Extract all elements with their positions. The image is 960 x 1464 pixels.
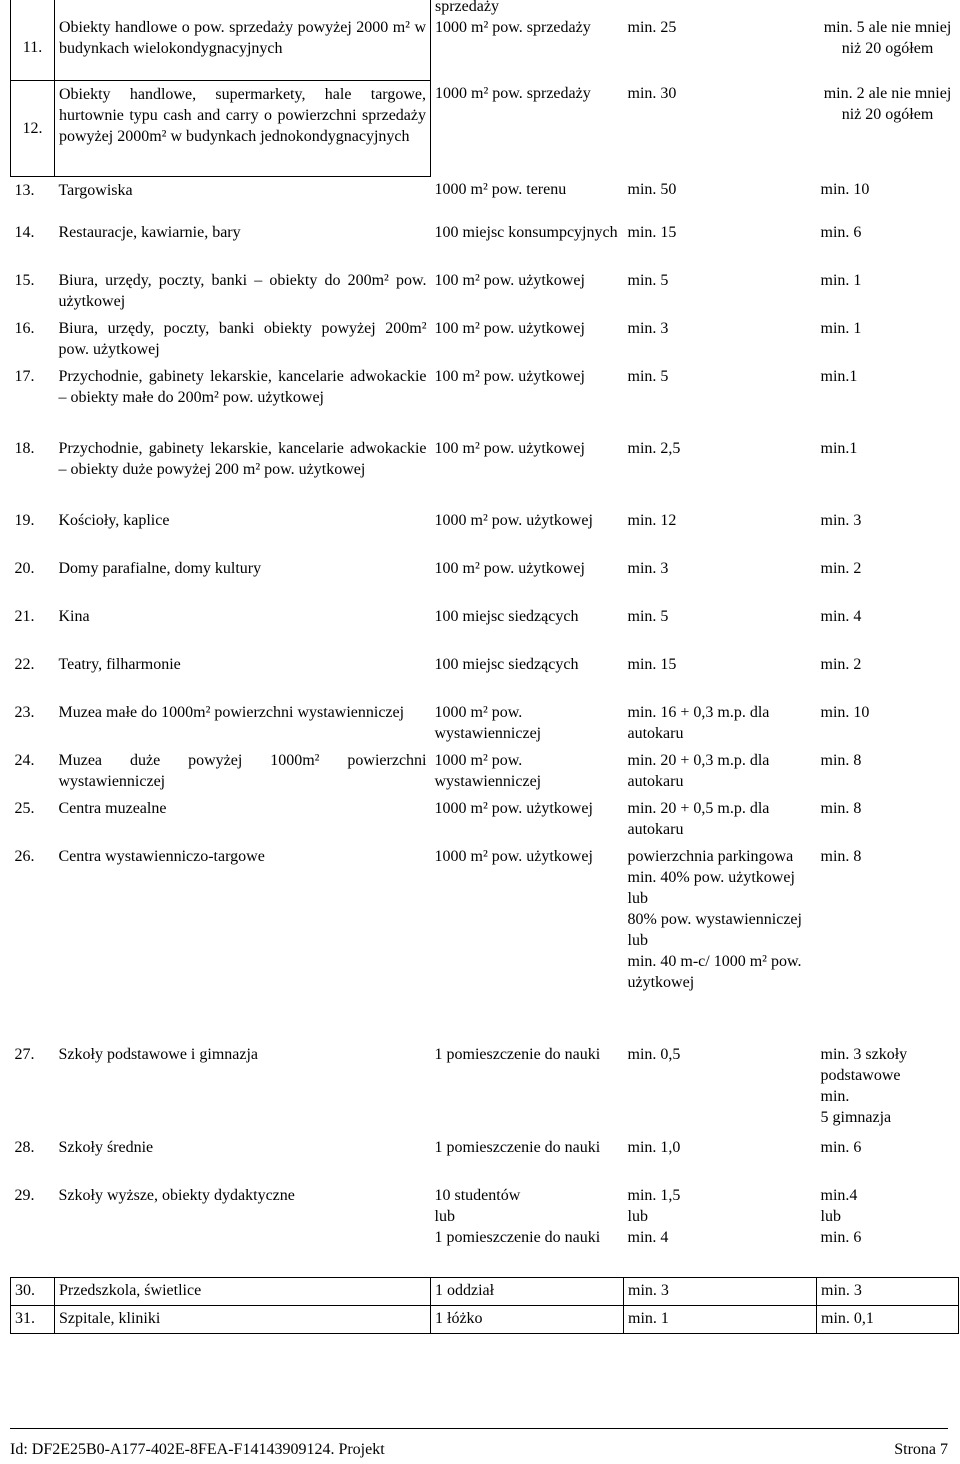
reference-unit: 100 m² pow. użytkowej (434, 560, 585, 577)
row-number: 31. (11, 1305, 55, 1333)
parking-norms-table (10, 0, 959, 1334)
object-type: Centra muzealne (58, 800, 167, 817)
reference-unit: 100 miejsc siedzących (434, 608, 579, 625)
row-number: 15. (14, 272, 35, 289)
parking-min-a: min. 12 (627, 512, 677, 529)
parking-min-a: min. 2,5 (627, 440, 681, 457)
parking-min-a: min. 20 + 0,3 m.p. dla autokaru (627, 752, 770, 790)
page-number: Strona 7 (894, 1441, 948, 1458)
parking-min-a: min. 0,5 (627, 1046, 681, 1063)
reference-unit: 1 łóżko (431, 1305, 624, 1333)
parking-min-b: min. 6 (820, 224, 862, 241)
object-type: Muzea małe do 1000m² powierzchni wystawienniczej (58, 704, 405, 721)
parking-min-b: min.4 lub min. 6 (820, 1187, 862, 1246)
parking-min-b: min. 8 (820, 752, 862, 769)
table-row (11, 315, 959, 363)
parking-min-b: min. 0,1 (817, 1305, 959, 1333)
row-number: 14. (14, 224, 35, 241)
object-type: Przychodnie, gabinety lekarskie, kancelarie adwokackie – obiekty duże powyżej 200 m² pow. użytkowej (58, 440, 427, 478)
reference-unit: 100 miejsc konsumpcyjnych (434, 224, 618, 241)
parking-min-a: min. 1,0 (627, 1139, 681, 1156)
row-number: 23. (14, 704, 35, 721)
table-row (11, 267, 959, 315)
table-row (11, 176, 959, 219)
parking-min-b: min. 2 (820, 656, 862, 673)
reference-unit: 1000 m² pow. sprzedaży (435, 19, 591, 36)
object-type: Szkoły wyższe, obiekty dydaktyczne (58, 1187, 295, 1204)
reference-unit: 1000 m² pow. użytkowej (434, 800, 593, 817)
parking-min-a: min. 20 + 0,5 m.p. dla autokaru (627, 800, 770, 838)
row-number: 30. (11, 1277, 55, 1305)
row-number: 16. (14, 320, 35, 337)
parking-min-a: powierzchnia parkingowa min. 40% pow. użytkowej lub 80% pow. wystawienniczej lub min. 40 m-c/ 1000 m² pow. użytkowej (627, 848, 802, 991)
object-type: Przychodnie, gabinety lekarskie, kancelarie adwokackie – obiekty małe do 200m² pow. użytkowej (58, 368, 427, 406)
table-row (11, 651, 959, 699)
table-row (11, 1305, 959, 1333)
parking-min-b: min. 2 ale nie mniej niż 20 ogółem (823, 85, 952, 123)
parking-min-a: min. 1 (624, 1305, 817, 1333)
reference-unit: 1000 m² pow. użytkowej (434, 512, 593, 529)
header-fragment-row (11, 0, 959, 14)
row-number: 27. (14, 1046, 35, 1063)
table-row (11, 80, 959, 176)
reference-unit: 1000 m² pow. sprzedaży (435, 85, 591, 102)
row-number: 25. (14, 800, 35, 817)
table-row (11, 795, 959, 843)
parking-min-a: min. 15 (627, 224, 677, 241)
row-number: 26. (14, 848, 35, 865)
parking-min-b: min. 3 szkoły podstawowe min. 5 gimnazja (820, 1046, 908, 1126)
row-number: 22. (14, 656, 35, 673)
table-row (11, 1041, 959, 1134)
object-type: Targowiska (58, 181, 133, 199)
parking-min-b: min. 8 (820, 848, 862, 865)
parking-min-b: min. 1 (820, 320, 862, 337)
object-type: Przedszkola, świetlice (55, 1277, 431, 1305)
object-type: Szkoły podstawowe i gimnazja (58, 1046, 259, 1063)
row-number: 21. (14, 608, 35, 625)
table-row (11, 1182, 959, 1277)
parking-min-b: min.1 (820, 440, 858, 457)
object-type: Teatry, filharmonie (58, 656, 181, 673)
object-type: Muzea duże powyżej 1000m² powierzchni wystawienniczej (58, 752, 427, 790)
reference-unit: 1000 m² pow. użytkowej (434, 848, 593, 865)
object-type: Domy parafialne, domy kultury (58, 560, 262, 577)
object-type: Kina (58, 608, 90, 625)
parking-min-a: min. 25 (627, 19, 677, 36)
reference-unit: 100 m² pow. użytkowej (434, 368, 585, 385)
reference-unit: 1000 m² pow. terenu (434, 181, 567, 198)
parking-min-a: min. 5 (627, 368, 669, 385)
object-type: Szpitale, kliniki (55, 1305, 431, 1333)
parking-min-b: min. 10 (820, 704, 870, 721)
parking-min-b: min. 2 (820, 560, 862, 577)
parking-min-b: min. 6 (820, 1139, 862, 1156)
row-number: 18. (14, 440, 35, 457)
row-number: 13. (14, 181, 35, 199)
parking-min-a: min. 3 (627, 560, 669, 577)
table-row (11, 507, 959, 555)
row-number: 24. (14, 752, 35, 769)
document-id: Id: DF2E25B0-A177-402E-8FEA-F14143909124. Projekt (10, 1441, 385, 1458)
row-number: 17. (14, 368, 35, 385)
table-row (11, 363, 959, 435)
reference-unit: 10 studentów lub 1 pomieszczenie do nauki (434, 1187, 601, 1246)
reference-unit: 1000 m² pow. wystawienniczej (434, 704, 542, 742)
object-type: Biura, urzędy, poczty, banki obiekty powyżej 200m² pow. użytkowej (58, 320, 427, 358)
parking-min-a: min. 30 (627, 85, 677, 102)
table-row (11, 1277, 959, 1305)
table-row (11, 699, 959, 747)
table-row (11, 1134, 959, 1182)
object-type: Obiekty handlowe o pow. sprzedaży powyżej 2000 m² w budynkach wielokondygnacyjnych (55, 14, 431, 80)
row-number: 20. (14, 560, 35, 577)
reference-unit: 100 m² pow. użytkowej (434, 320, 585, 337)
table-row (11, 14, 959, 80)
reference-unit: 1 oddział (431, 1277, 624, 1305)
row-number: 12. (11, 80, 55, 176)
row-number: 19. (14, 512, 35, 529)
reference-unit: 100 m² pow. użytkowej (434, 272, 585, 289)
table-row (11, 843, 959, 1041)
parking-min-b: min. 10 (820, 181, 870, 198)
table-row (11, 747, 959, 795)
reference-unit: 1 pomieszczenie do nauki (434, 1046, 601, 1063)
object-type: Centra wystawienniczo-targowe (58, 848, 265, 865)
parking-min-b: min. 5 ale nie mniej niż 20 ogółem (823, 19, 952, 57)
row-number: 29. (14, 1187, 35, 1204)
table-row (11, 603, 959, 651)
parking-min-a: min. 5 (627, 272, 669, 289)
parking-min-a: min. 16 + 0,3 m.p. dla autokaru (627, 704, 770, 742)
object-type: Kościoły, kaplice (58, 512, 170, 529)
parking-min-b: min. 8 (820, 800, 862, 817)
parking-min-b: min. 3 (820, 512, 862, 529)
table-body (11, 0, 959, 1333)
parking-min-a: min. 15 (627, 656, 677, 673)
parking-min-a: min. 3 (624, 1277, 817, 1305)
table-row (11, 219, 959, 267)
header-fragment: sprzedaży (435, 0, 499, 15)
reference-unit: 100 miejsc siedzących (434, 656, 579, 673)
reference-unit: 100 m² pow. użytkowej (434, 440, 585, 457)
parking-min-a: min. 3 (627, 320, 669, 337)
table-row (11, 555, 959, 603)
parking-min-b: min. 4 (820, 608, 862, 625)
parking-min-a: min. 5 (627, 608, 669, 625)
parking-min-b: min. 3 (817, 1277, 959, 1305)
object-type: Szkoły średnie (58, 1139, 154, 1156)
reference-unit: 1 pomieszczenie do nauki (434, 1139, 601, 1156)
row-number: 11. (11, 14, 55, 80)
parking-min-a: min. 1,5 lub min. 4 (627, 1187, 681, 1246)
object-type: Restauracje, kawiarnie, bary (58, 224, 241, 241)
object-type: Biura, urzędy, poczty, banki – obiekty do 200m² pow. użytkowej (58, 272, 427, 310)
table-row (11, 435, 959, 507)
page-footer (10, 1428, 948, 1458)
parking-min-a: min. 50 (627, 181, 677, 198)
parking-min-b: min. 1 (820, 272, 862, 289)
row-number: 28. (14, 1139, 35, 1156)
reference-unit: 1000 m² pow. wystawienniczej (434, 752, 542, 790)
object-type: Obiekty handlowe, supermarkety, hale targowe, hurtownie typu cash and carry o powierzchni sprzedaży powyżej 2000m² w budynkach jednokondygnacyjnych (55, 80, 431, 176)
parking-min-b: min.1 (820, 368, 858, 385)
